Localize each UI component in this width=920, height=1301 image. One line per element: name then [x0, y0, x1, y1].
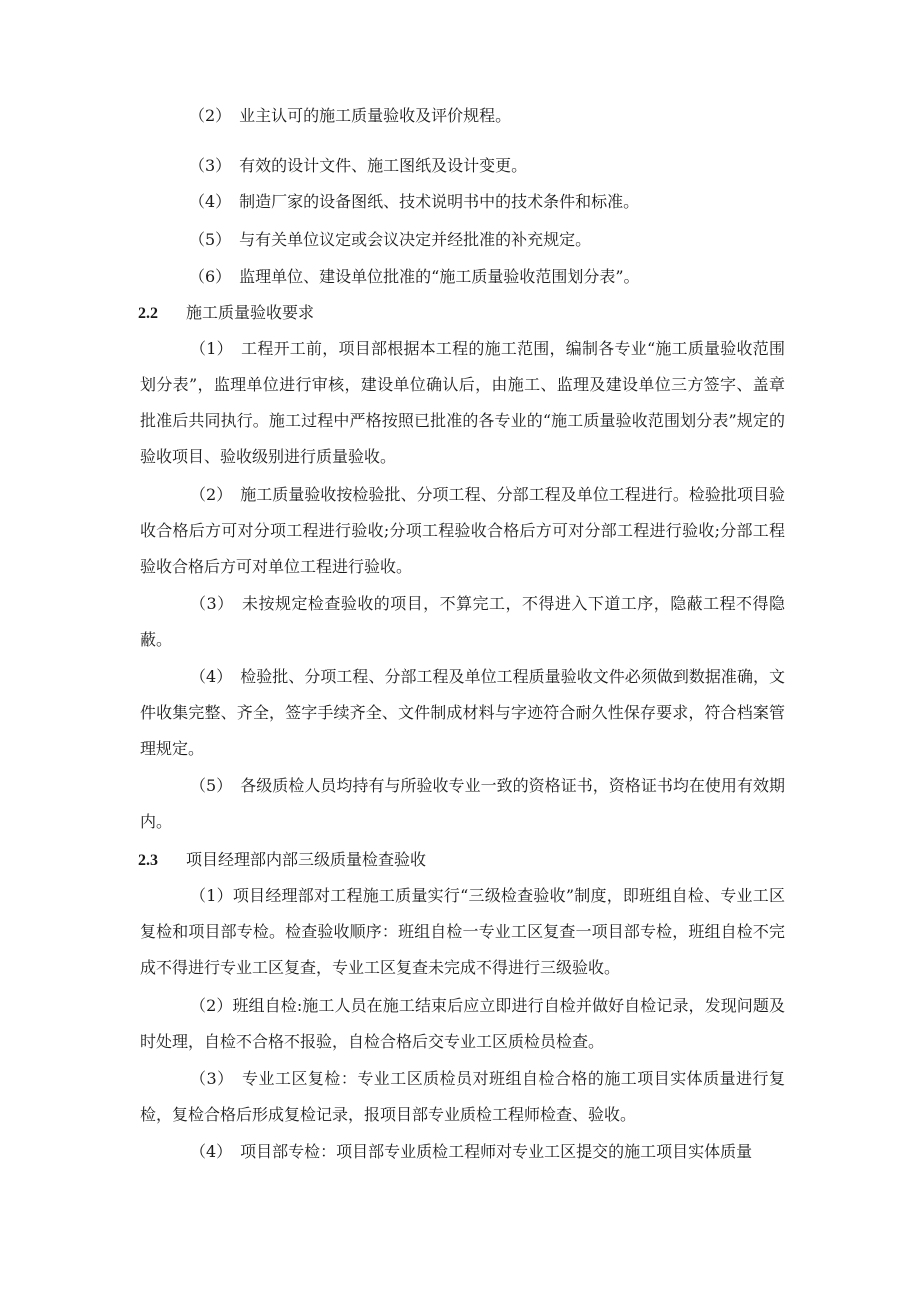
list-item-5: （5） 与有关单位议定或会议决定并经批准的补充规定。 — [189, 230, 592, 249]
paragraph-2-3-2: （2）班组自检:施工人员在施工结束后应立即进行自检并做好自检记录，发现问题及时处理，自检不合格不报验，自检合格后交专业工区质检员检查。 — [140, 996, 785, 1051]
list-item-3: （3） 有效的设计文件、施工图纸及设计变更。 — [189, 156, 528, 175]
paragraph-2-3-1: （1）项目经理部对工程施工质量实行“三级检查验收”制度，即班组自检、专业工区复检和项目部专检。检查验收顺序：班组自检一专业工区复查一项目部专检，班组自检不完成不得进行专业工区复查，专业工区复查未完成不得进行三级验收。 — [140, 886, 785, 977]
section-number: 2.3 — [138, 852, 158, 869]
list-item-2: （2） 业主认可的施工质量验收及评价规程。 — [189, 106, 512, 125]
section-2-2-heading — [138, 302, 314, 325]
paragraph-2-2-5: （5） 各级质检人员均持有与所验收专业一致的资格证书，资格证书均在使用有效期内。 — [140, 776, 785, 831]
section-title: 项目经理部内部三级质量检查验收 — [186, 850, 427, 869]
section-number: 2.2 — [138, 305, 158, 322]
paragraph-2-3-4: （4） 项目部专检：项目部专业质检工程师对专业工区提交的施工项目实体质量 — [190, 1142, 753, 1161]
list-item-6: （6） 监理单位、建设单位批准的“施工质量验收范围划分表”。 — [189, 267, 640, 286]
paragraph-2-2-3: （3） 未按规定检查验收的项目，不算完工，不得进入下道工序，隐蔽工程不得隐蔽。 — [140, 594, 785, 649]
list-item-4: （4） 制造厂家的设备图纸、技术说明书中的技术条件和标准。 — [189, 192, 640, 211]
section-2-3-heading — [138, 849, 426, 872]
section-title: 施工质量验收要求 — [186, 303, 315, 322]
paragraph-2-2-1: （1） 工程开工前，项目部根据本工程的施工范围，编制各专业“施工质量验收范围划分表”，监理单位进行审核，建设单位确认后，由施工、监理及建设单位三方签字、盖章批准后共同执行。施工过程中严格按照已批准的各专业的“施工质量验收范围划分表”规定的验收项目、验收级别进行质量验收。 — [140, 339, 785, 466]
paragraph-2-3-3: （3） 专业工区复检：专业工区质检员对班组自检合格的施工项目实体质量进行复检，复检合格后形成复检记录，报项目部专业质检工程师检查、验收。 — [140, 1069, 785, 1124]
paragraph-2-2-4: （4） 检验批、分项工程、分部工程及单位工程质量验收文件必须做到数据准确，文件收集完整、齐全，签字手续齐全、文件制成材料与字迹符合耐久性保存要求，符合档案管理规定。 — [140, 667, 785, 758]
paragraph-2-2-2: （2） 施工质量验收按检验批、分项工程、分部工程及单位工程进行。检验批项目验收合格后方可对分项工程进行验收;分项工程验收合格后方可对分部工程进行验收;分部工程验收合格后方可对单位工程进行验收。 — [140, 485, 785, 576]
